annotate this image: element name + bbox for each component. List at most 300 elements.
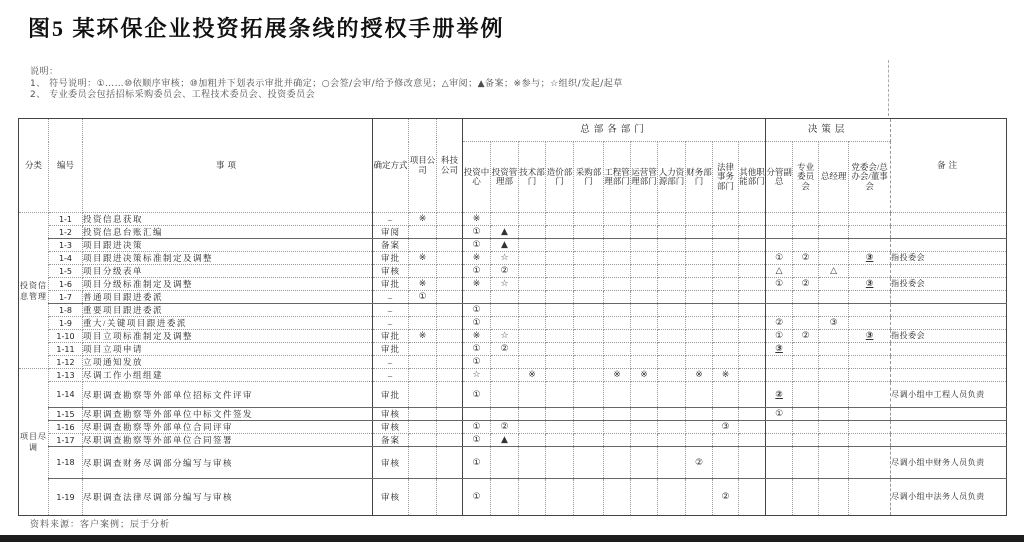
cell-ops: ※ xyxy=(631,369,658,382)
cell-legal xyxy=(713,447,739,479)
table-row xyxy=(19,226,1007,239)
cell-cost xyxy=(546,291,574,304)
cell-tech xyxy=(519,330,546,343)
cell-remark xyxy=(891,213,1007,226)
cell-eng xyxy=(604,382,631,408)
cell-eng xyxy=(604,356,631,369)
cell-ops xyxy=(631,304,658,317)
cell-fin xyxy=(686,479,713,516)
cell-method: 审核 xyxy=(373,265,409,278)
cell-item: 尽职调查勘察等外部单位合同评审 xyxy=(83,421,373,434)
cell-tech xyxy=(519,252,546,265)
cell-im xyxy=(491,317,519,330)
cell-eng xyxy=(604,252,631,265)
cell-hr xyxy=(658,447,686,479)
cell-ops xyxy=(631,408,658,421)
cell-party xyxy=(849,304,891,317)
cell-im: ▲ xyxy=(491,226,519,239)
cell-fin xyxy=(686,291,713,304)
cell-tech xyxy=(519,343,546,356)
cell-vp: ① xyxy=(766,252,793,265)
cell-eng xyxy=(604,304,631,317)
page-title: 图5 某环保企业投资拓展条线的授权手册举例 xyxy=(28,16,505,41)
cell-method: 审核 xyxy=(373,421,409,434)
cell-tc xyxy=(437,304,463,317)
cell-im: ▲ xyxy=(491,434,519,447)
cell-ic: ① xyxy=(463,226,491,239)
cell-legal xyxy=(713,226,739,239)
cell-item: 项目分级标准制定及调整 xyxy=(83,278,373,291)
cell-item: 项目立项标准制定及调整 xyxy=(83,330,373,343)
table-row xyxy=(19,317,1007,330)
cell-other xyxy=(739,317,766,330)
cell-eng xyxy=(604,239,631,252)
cell-comm xyxy=(793,369,819,382)
cell-fin xyxy=(686,421,713,434)
cell-tc xyxy=(437,479,463,516)
cell-cost xyxy=(546,479,574,516)
cell-fin: ※ xyxy=(686,369,713,382)
cell-hr xyxy=(658,343,686,356)
cell-eng xyxy=(604,317,631,330)
cell-ops xyxy=(631,226,658,239)
cell-tech xyxy=(519,278,546,291)
cell-ic: ① xyxy=(463,382,491,408)
cell-other xyxy=(739,226,766,239)
cell-tech xyxy=(519,265,546,278)
cell-pc: ※ xyxy=(409,252,437,265)
cell-ops xyxy=(631,252,658,265)
cell-vp xyxy=(766,479,793,516)
cell-cost xyxy=(546,239,574,252)
cell-tech xyxy=(519,408,546,421)
cell-fin xyxy=(686,265,713,278)
header-id: 编号 xyxy=(49,119,83,213)
header-method: 确定方式 xyxy=(373,119,409,213)
cell-other xyxy=(739,265,766,278)
note-line-2: 2、 专业委员会包括招标采购委员会、工程技术委员会、投资委员会 xyxy=(30,90,316,100)
cell-ic: ☆ xyxy=(463,369,491,382)
cell-other xyxy=(739,356,766,369)
cell-vp xyxy=(766,304,793,317)
cell-item: 尽职调查勘察等外部单位招标文件评审 xyxy=(83,382,373,408)
cell-eng xyxy=(604,434,631,447)
cell-comm xyxy=(793,434,819,447)
cell-tech xyxy=(519,479,546,516)
header-hr: 人力资源部门 xyxy=(658,142,686,213)
cell-other xyxy=(739,213,766,226)
cell-other xyxy=(739,479,766,516)
cell-comm xyxy=(793,317,819,330)
cell-im: ② xyxy=(491,421,519,434)
cell-other xyxy=(739,434,766,447)
cell-ic: ① xyxy=(463,343,491,356)
cell-proc xyxy=(574,356,604,369)
cell-party xyxy=(849,343,891,356)
header-ops: 运营管理部门 xyxy=(631,142,658,213)
cell-tc xyxy=(437,265,463,278)
cell-item: 项目立项申请 xyxy=(83,343,373,356)
cell-ops xyxy=(631,447,658,479)
table-row xyxy=(19,447,1007,479)
cell-comm xyxy=(793,447,819,479)
table-row xyxy=(19,421,1007,434)
cell-proc xyxy=(574,226,604,239)
cell-ic: ※ xyxy=(463,278,491,291)
header-project-co: 项目公司 xyxy=(409,119,437,213)
cell-eng xyxy=(604,408,631,421)
cell-id: 1-10 xyxy=(49,330,83,343)
cell-fin xyxy=(686,252,713,265)
cell-tc xyxy=(437,330,463,343)
cell-tc xyxy=(437,343,463,356)
cell-pc xyxy=(409,421,437,434)
cell-other xyxy=(739,278,766,291)
cell-pc xyxy=(409,226,437,239)
cell-comm xyxy=(793,343,819,356)
cell-item: 尽职调查勘察等外部单位合同签署 xyxy=(83,434,373,447)
cell-party xyxy=(849,434,891,447)
cell-ic xyxy=(463,291,491,304)
cell-method: 备案 xyxy=(373,434,409,447)
cell-id: 1-17 xyxy=(49,434,83,447)
cell-eng xyxy=(604,291,631,304)
cell-tech xyxy=(519,317,546,330)
cell-pc xyxy=(409,304,437,317)
cell-proc xyxy=(574,421,604,434)
cell-legal: ③ xyxy=(713,421,739,434)
cell-ic: ① xyxy=(463,447,491,479)
cell-fin: ② xyxy=(686,447,713,479)
cell-item: 尽职调查勘察等外部单位中标文件签发 xyxy=(83,408,373,421)
cell-legal xyxy=(713,252,739,265)
cell-tc xyxy=(437,382,463,408)
cell-proc xyxy=(574,317,604,330)
cell-hr xyxy=(658,317,686,330)
cell-party: ③ xyxy=(849,252,891,265)
cell-other xyxy=(739,408,766,421)
cell-method: 审批 xyxy=(373,252,409,265)
cell-vp: △ xyxy=(766,265,793,278)
table-row xyxy=(19,278,1007,291)
cell-gm xyxy=(819,369,849,382)
cell-party xyxy=(849,291,891,304)
cell-pc: ※ xyxy=(409,330,437,343)
cell-fin xyxy=(686,226,713,239)
cell-ic: ① xyxy=(463,265,491,278)
cell-gm xyxy=(819,421,849,434)
cell-im xyxy=(491,213,519,226)
cell-vp: ② xyxy=(766,317,793,330)
cell-proc xyxy=(574,304,604,317)
cell-party xyxy=(849,317,891,330)
cell-im xyxy=(491,408,519,421)
cell-fin xyxy=(686,343,713,356)
cell-remark xyxy=(891,369,1007,382)
cell-pc: ※ xyxy=(409,278,437,291)
header-im: 投资管理部 xyxy=(491,142,519,213)
cell-tc xyxy=(437,421,463,434)
cell-eng xyxy=(604,343,631,356)
cell-remark xyxy=(891,408,1007,421)
cell-item: 项目分级表单 xyxy=(83,265,373,278)
cell-id: 1-1 xyxy=(49,213,83,226)
cell-method: – xyxy=(373,356,409,369)
cell-gm xyxy=(819,239,849,252)
cell-other xyxy=(739,239,766,252)
table-row xyxy=(19,291,1007,304)
table-row xyxy=(19,252,1007,265)
cell-proc xyxy=(574,369,604,382)
cell-legal xyxy=(713,343,739,356)
header-category: 分类 xyxy=(19,119,49,213)
cell-cost xyxy=(546,447,574,479)
table-row xyxy=(19,356,1007,369)
cell-party xyxy=(849,213,891,226)
cell-eng xyxy=(604,226,631,239)
cell-vp xyxy=(766,447,793,479)
cell-ops xyxy=(631,434,658,447)
cell-gm xyxy=(819,447,849,479)
cell-other xyxy=(739,382,766,408)
table-row xyxy=(19,479,1007,516)
cell-gm xyxy=(819,213,849,226)
cell-ic: ① xyxy=(463,239,491,252)
cell-im xyxy=(491,382,519,408)
cell-legal xyxy=(713,278,739,291)
cell-comm xyxy=(793,304,819,317)
cell-method: – xyxy=(373,291,409,304)
cell-vp xyxy=(766,369,793,382)
cell-item: 投资信息台账汇编 xyxy=(83,226,373,239)
cell-gm xyxy=(819,291,849,304)
cell-gm xyxy=(819,382,849,408)
notes-block xyxy=(30,67,623,102)
cell-party: ③ xyxy=(849,330,891,343)
cell-method: 备案 xyxy=(373,239,409,252)
cell-id: 1-16 xyxy=(49,421,83,434)
cell-legal: ② xyxy=(713,479,739,516)
cell-id: 1-7 xyxy=(49,291,83,304)
cell-eng: ※ xyxy=(604,369,631,382)
cell-eng xyxy=(604,213,631,226)
cell-ops xyxy=(631,330,658,343)
table-row xyxy=(19,382,1007,408)
cell-tech xyxy=(519,226,546,239)
cell-hr xyxy=(658,304,686,317)
cell-cost xyxy=(546,330,574,343)
cell-tc xyxy=(437,356,463,369)
cell-eng xyxy=(604,447,631,479)
cell-fin xyxy=(686,304,713,317)
cell-proc xyxy=(574,408,604,421)
cell-eng xyxy=(604,479,631,516)
cell-tc xyxy=(437,434,463,447)
cell-tech xyxy=(519,291,546,304)
bottom-bar xyxy=(0,535,1024,542)
cell-fin xyxy=(686,356,713,369)
cell-hr xyxy=(658,291,686,304)
cell-other xyxy=(739,421,766,434)
cell-eng xyxy=(604,421,631,434)
cell-method: 审批 xyxy=(373,278,409,291)
cell-ops xyxy=(631,343,658,356)
header-item: 事项 xyxy=(83,119,373,213)
cell-cost xyxy=(546,382,574,408)
cell-other xyxy=(739,330,766,343)
cell-tc xyxy=(437,239,463,252)
cell-pc xyxy=(409,434,437,447)
cell-remark xyxy=(891,343,1007,356)
cell-other xyxy=(739,304,766,317)
header-eng: 工程管理部门 xyxy=(604,142,631,213)
cell-party xyxy=(849,226,891,239)
cell-ic: ① xyxy=(463,434,491,447)
cell-ops xyxy=(631,382,658,408)
cell-im: ② xyxy=(491,343,519,356)
cell-proc xyxy=(574,434,604,447)
cell-tech xyxy=(519,447,546,479)
cell-cost xyxy=(546,408,574,421)
cell-im: ☆ xyxy=(491,278,519,291)
cell-id: 1-18 xyxy=(49,447,83,479)
cell-proc xyxy=(574,213,604,226)
cell-cost xyxy=(546,226,574,239)
cell-ic: ※ xyxy=(463,330,491,343)
cell-party xyxy=(849,421,891,434)
cell-remark xyxy=(891,421,1007,434)
cell-party xyxy=(849,265,891,278)
cell-proc xyxy=(574,265,604,278)
cell-ops xyxy=(631,239,658,252)
cell-pc: ① xyxy=(409,291,437,304)
cell-hr xyxy=(658,382,686,408)
notes-label: 说明： xyxy=(30,67,59,77)
cell-gm xyxy=(819,343,849,356)
cell-legal xyxy=(713,213,739,226)
cell-pc xyxy=(409,343,437,356)
header-other: 其他职能部门 xyxy=(739,142,766,213)
cell-gm: ③ xyxy=(819,317,849,330)
cell-ic: ① xyxy=(463,317,491,330)
cell-comm xyxy=(793,265,819,278)
cell-tech xyxy=(519,239,546,252)
cell-cost xyxy=(546,252,574,265)
header-tech: 技术部门 xyxy=(519,142,546,213)
cell-party xyxy=(849,447,891,479)
cell-item: 普通项目跟进委派 xyxy=(83,291,373,304)
cell-im: ☆ xyxy=(491,330,519,343)
cell-category: 项目尽调 xyxy=(19,369,49,516)
cell-remark xyxy=(891,317,1007,330)
header-party: 党委会/总办会/董事会 xyxy=(849,142,891,213)
cell-id: 1-8 xyxy=(49,304,83,317)
cell-tc xyxy=(437,252,463,265)
cell-proc xyxy=(574,447,604,479)
cell-tech: ※ xyxy=(519,369,546,382)
cell-cost xyxy=(546,278,574,291)
band-hq-departments: 总部各部门 xyxy=(463,119,766,142)
cell-ic: ※ xyxy=(463,213,491,226)
cell-remark xyxy=(891,239,1007,252)
cell-ops xyxy=(631,291,658,304)
cell-comm xyxy=(793,213,819,226)
cell-ic: ① xyxy=(463,304,491,317)
cell-comm xyxy=(793,291,819,304)
cell-item: 重大/关键项目跟进委派 xyxy=(83,317,373,330)
header-legal: 法律事务部门 xyxy=(713,142,739,213)
cell-method: 审批 xyxy=(373,343,409,356)
dashed-divider xyxy=(888,60,889,116)
cell-vp: ① xyxy=(766,330,793,343)
cell-proc xyxy=(574,278,604,291)
cell-method: 审批 xyxy=(373,330,409,343)
cell-cost xyxy=(546,343,574,356)
cell-comm xyxy=(793,408,819,421)
cell-remark xyxy=(891,304,1007,317)
cell-im xyxy=(491,304,519,317)
cell-vp xyxy=(766,291,793,304)
cell-item: 立项通知发放 xyxy=(83,356,373,369)
authorization-table xyxy=(18,118,1007,516)
cell-ic: ※ xyxy=(463,252,491,265)
header-ic: 投资中心 xyxy=(463,142,491,213)
cell-party xyxy=(849,408,891,421)
cell-ic: ① xyxy=(463,356,491,369)
cell-category: 投资信息管理 xyxy=(19,213,49,369)
cell-item: 重要项目跟进委派 xyxy=(83,304,373,317)
header-fin: 财务部门 xyxy=(686,142,713,213)
cell-party: ③ xyxy=(849,278,891,291)
cell-gm xyxy=(819,304,849,317)
cell-item: 尽职调查法律尽调部分编写与审核 xyxy=(83,479,373,516)
cell-comm xyxy=(793,226,819,239)
note-line-1: 1、 符号说明：①……⑩依顺序审核；⑩加粗并下划表示审批并确定；○会签/会审/给予修改意见；△审阅；▲备案；※参与；☆组织/发起/起草 xyxy=(30,78,623,89)
cell-pc xyxy=(409,382,437,408)
cell-pc xyxy=(409,408,437,421)
cell-tc xyxy=(437,213,463,226)
cell-method: – xyxy=(373,317,409,330)
band-decision-layer: 决策层 xyxy=(766,119,891,142)
cell-other xyxy=(739,252,766,265)
cell-id: 1-19 xyxy=(49,479,83,516)
cell-fin xyxy=(686,434,713,447)
cell-comm xyxy=(793,382,819,408)
cell-id: 1-15 xyxy=(49,408,83,421)
cell-cost xyxy=(546,421,574,434)
cell-vp xyxy=(766,213,793,226)
cell-method: 审核 xyxy=(373,408,409,421)
cell-comm: ② xyxy=(793,252,819,265)
cell-proc xyxy=(574,239,604,252)
cell-id: 1-2 xyxy=(49,226,83,239)
cell-legal: ※ xyxy=(713,369,739,382)
header-remark: 备注 xyxy=(891,119,1007,213)
cell-ops xyxy=(631,213,658,226)
cell-hr xyxy=(658,479,686,516)
header-cost: 造价部门 xyxy=(546,142,574,213)
cell-hr xyxy=(658,421,686,434)
cell-fin xyxy=(686,330,713,343)
cell-remark xyxy=(891,226,1007,239)
cell-cost xyxy=(546,317,574,330)
cell-tc xyxy=(437,369,463,382)
cell-pc: ※ xyxy=(409,213,437,226)
cell-tc xyxy=(437,317,463,330)
cell-gm xyxy=(819,252,849,265)
cell-tech xyxy=(519,382,546,408)
cell-remark: 指投委会 xyxy=(891,278,1007,291)
